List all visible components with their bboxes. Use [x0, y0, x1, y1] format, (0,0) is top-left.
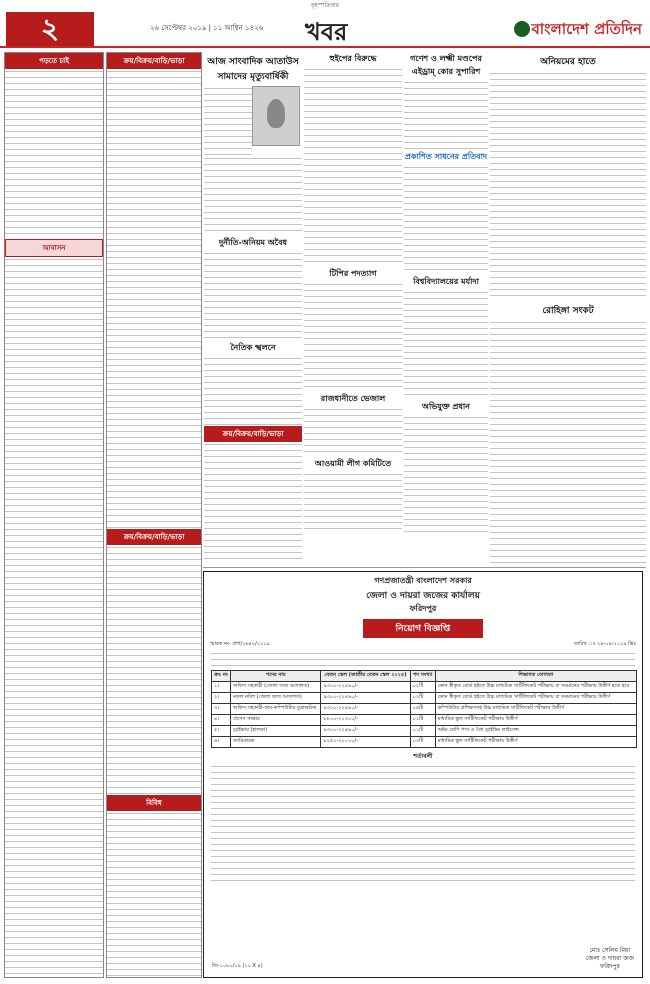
notice-ref: স্মারক নং- প্রশা/১৬৫০/২০১৯ — [210, 641, 270, 647]
table-cell: ৯৩০০-২২৪৯০/- — [321, 682, 410, 693]
notice-footer-code: জি-১০৮০/১৯ (১০ X ৪) — [212, 963, 263, 969]
headline-whip: হুইপের বিরুদ্ধে — [329, 54, 377, 63]
table-row — [212, 682, 637, 693]
conditions-title: শর্তাবলী — [413, 753, 433, 760]
portrait-photo — [252, 86, 300, 146]
notice-office: জেলা ও দায়রা জজের কার্যালয় — [366, 591, 480, 601]
signature-place: ফরিদপুর — [599, 963, 620, 970]
news-column-3 — [204, 52, 302, 567]
table-cell: ৯৩০০-২২৪৯০/- — [321, 704, 410, 715]
table-cell: ০১টি — [410, 715, 435, 726]
table-cell: ০৪টি — [410, 704, 435, 715]
table-cell: ০২টি — [410, 682, 435, 693]
classified-column-2 — [106, 52, 202, 978]
news-column-6 — [490, 52, 646, 567]
table-row — [212, 704, 637, 715]
headline-puja: গণেশ ও লক্ষ্মী মণ্ডপের এইড্রাম্‌ কোর সুপারিশ — [410, 54, 482, 76]
classified-heading-3: ক্রয়/বিক্রয়/বাড়ি/ভাড়া — [107, 529, 201, 545]
table-cell: অফিস সহকারী (জেলা জজ আদালত) — [231, 682, 321, 693]
classified-column-1 — [4, 52, 104, 978]
table-cell: কোন স্বীকৃত বোর্ড হইতে উচ্চ মাধ্যমিক সার্টিফিকেট পরীক্ষায় বা সমমানের পরীক্ষায় উত্তীর্ণ — [435, 693, 636, 704]
table-cell: কম্পিউটার প্রশিক্ষণসহ উচ্চ মাধ্যমিক সার্টিফিকেট পরীক্ষায় উত্তীর্ণ — [435, 704, 636, 715]
classified-heading-4: বিবিধ — [107, 795, 201, 811]
classified-heading: পড়তে চাই — [5, 53, 103, 69]
table-cell: অষ্টম শ্রেণি পাস ও বৈধ ড্রাইভিং লাইসেন্স — [435, 726, 636, 737]
table-cell: প্রসেস সার্ভার — [231, 715, 321, 726]
signature-title: জেলা ও দায়রা জজ — [585, 955, 634, 962]
headline-resign: টিপির পদত্যাগ — [329, 269, 377, 278]
table-cell: ৯৩০০-২২৪৯০/- — [321, 693, 410, 704]
headline-accused: অভিযুক্ত প্রধান — [422, 402, 470, 411]
signature-name: মোঃ সেলিম মিয়া — [589, 947, 631, 954]
table-header: শিক্ষাগত যোগ্যতা — [435, 671, 636, 682]
table-cell: নকল নবিশ (জেলা জজ আদালত) — [231, 693, 321, 704]
table-cell: মাধ্যমিক স্কুল সার্টিফিকেট পরীক্ষায় উত্তীর্ণ — [435, 715, 636, 726]
headline-rohingya: রোহিঙ্গা সংকট — [542, 306, 594, 316]
classified-subheading: আবাসন — [5, 239, 103, 257]
page-header — [0, 10, 650, 48]
news-column-4 — [304, 52, 402, 567]
table-cell: কোন স্বীকৃত বোর্ড হইতে উচ্চ মাধ্যমিক সার্টিফিকেট পরীক্ষায় বা সমমানের পরীক্ষায় উত্তীর্ণ হতে হবে — [435, 682, 636, 693]
table-cell: ৮২৫০-২০০১০/- — [321, 737, 410, 748]
job-notice — [203, 571, 643, 978]
classified-heading-5: ক্রয়/বিক্রয়/বাড়ি/ভাড়া — [204, 426, 302, 442]
classified-heading-2: ক্রয়/বিক্রয়/বাড়ি/ভাড়া — [107, 53, 201, 69]
notice-date: তারিখ ঃ ২৪-০৯-২০১৯ খ্রিঃ — [574, 641, 636, 647]
table-header: বেতন স্কেল (জাতীয় বেতন স্কেল ২০১৫) — [321, 671, 410, 682]
table-cell: ৮৮০০-২১৩১০/- — [321, 715, 410, 726]
page-number: ২ — [6, 12, 94, 46]
section-title: খবর — [305, 17, 348, 46]
vacancy-table — [211, 670, 637, 748]
table-cell: জারিকারক — [231, 737, 321, 748]
table-cell: ২। — [212, 693, 231, 704]
headline-corruption: দুর্নীতি-অনিয়ম অবৈধ — [218, 238, 288, 247]
table-cell: ৯৩০০-২২৪৯০/- — [321, 726, 410, 737]
table-header: পদের নাম — [231, 671, 321, 682]
table-cell: ০১টি — [410, 726, 435, 737]
table-cell: ১। — [212, 682, 231, 693]
headline-atauus-samad: আজ সাংবাদিক আতাউস সামাদের মৃত্যুবার্ষিকী — [207, 57, 299, 82]
news-column-5 — [404, 52, 488, 567]
divider — [203, 567, 646, 568]
table-header: পদ সংখ্যা — [410, 671, 435, 682]
headline-irregularity: অনিয়মের হাতে — [540, 57, 596, 67]
table-cell: অফিস সহকারী-কাম-কম্পিউটার মুদ্রাক্ষরিক — [231, 704, 321, 715]
brand-logo: বাংলাদেশ প্রতিদিন — [512, 14, 642, 44]
table-cell: ০২টি — [410, 693, 435, 704]
headline-university: বিশ্ববিদ্যালয়ের মর্যাদা — [413, 277, 479, 286]
table-cell: ড্রাইভার (হালকা) — [231, 726, 321, 737]
headline-moral: নৈতিক স্খলনে — [230, 343, 276, 352]
headline-adulteration: রাজধানীতে ভেজাল — [320, 394, 386, 403]
table-cell: ৩। — [212, 704, 231, 715]
notice-banner: নিয়োগ বিজ্ঞপ্তি — [363, 619, 483, 638]
table-cell: ৪। — [212, 715, 231, 726]
notice-place: ফরিদপুর — [409, 604, 437, 613]
table-row — [212, 737, 637, 748]
notice-govt: গণপ্রজাতন্ত্রী বাংলাদেশ সরকার — [374, 576, 472, 585]
top-day-line: বৃহস্পতিবার — [311, 2, 339, 9]
table-header: ক্রঃ নং — [212, 671, 231, 682]
headline-al-committee: আওয়ামী লীগ কমিটিতে — [314, 459, 392, 468]
table-cell: মাধ্যমিক স্কুল সার্টিফিকেট পরীক্ষায় উত্তীর্ণ — [435, 737, 636, 748]
table-row — [212, 693, 637, 704]
table-row — [212, 726, 637, 737]
page-date: ২৬ সেপ্টেম্বর ২০১৯ | ১১ আশ্বিন ১৪২৬ — [150, 24, 264, 32]
table-row — [212, 715, 637, 726]
headline-protest: প্রকাশিত সাধনের প্রতিবাদ — [404, 152, 488, 161]
table-cell: ০৩টি — [410, 737, 435, 748]
table-cell: ৬। — [212, 737, 231, 748]
signature-block — [586, 947, 634, 971]
table-cell: ৫। — [212, 726, 231, 737]
